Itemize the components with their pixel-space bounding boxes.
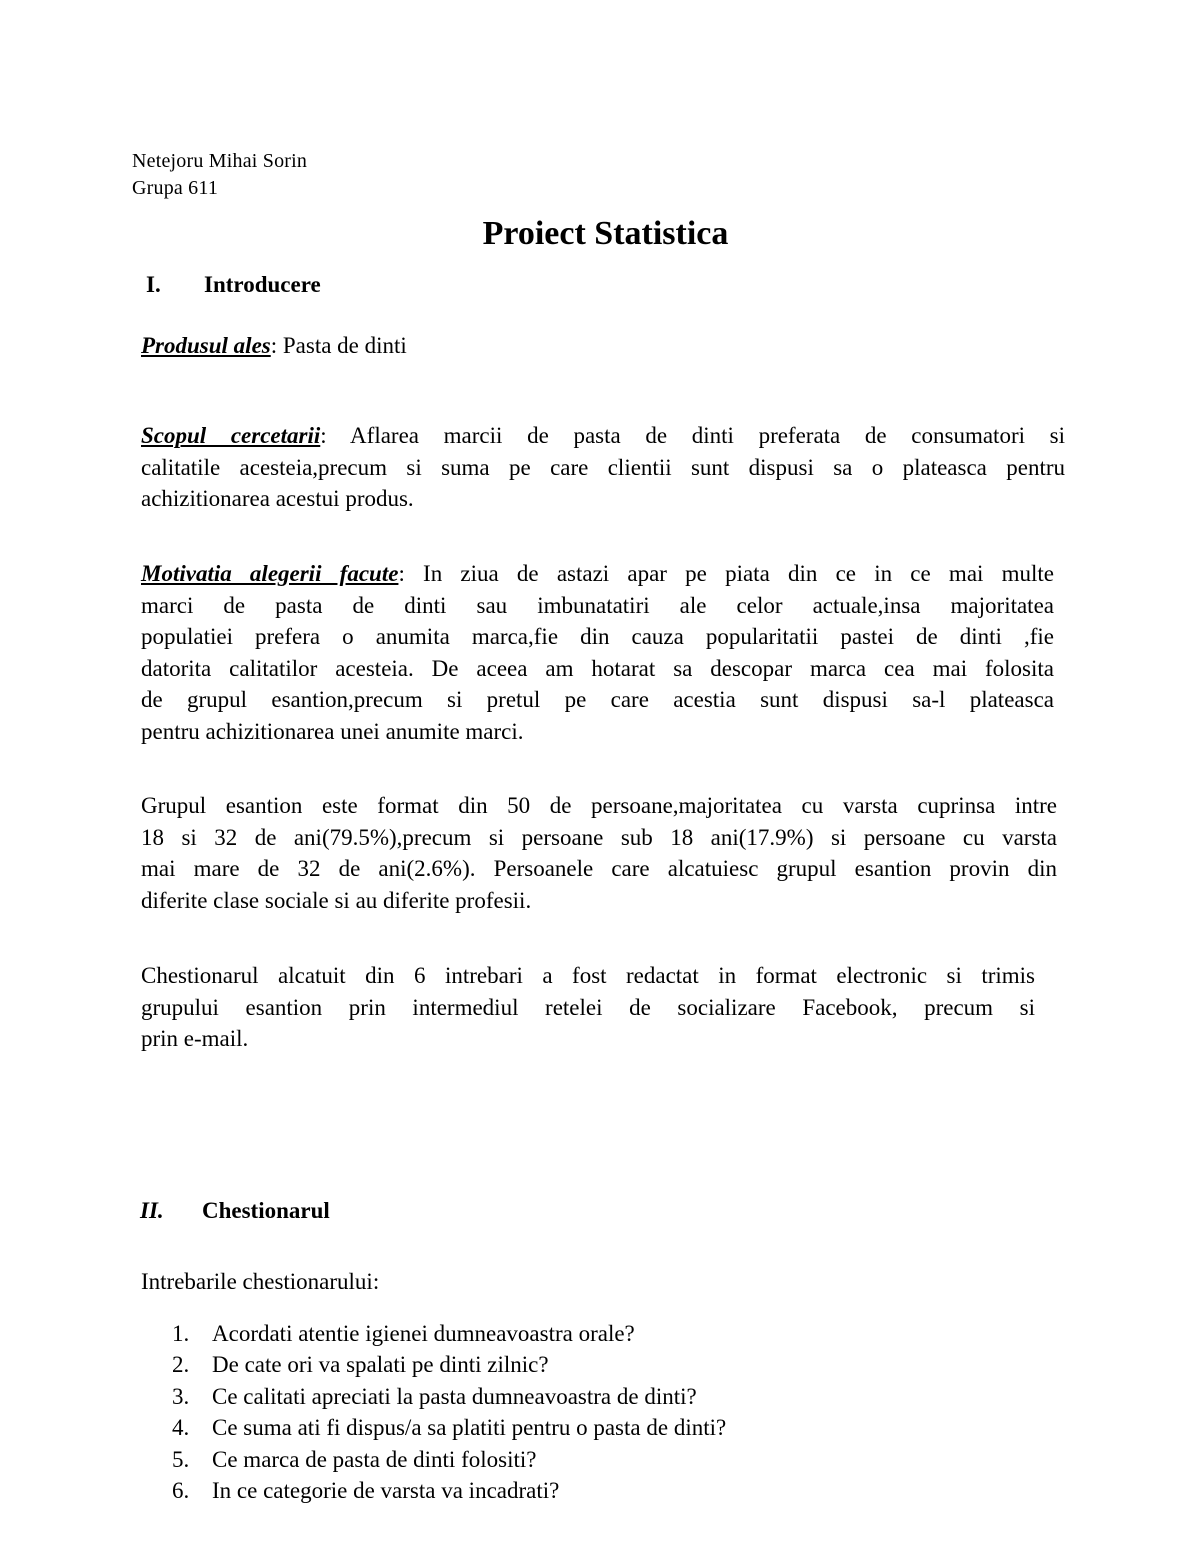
- scope-label: Scopul cercetarii: [141, 423, 321, 448]
- list-item: [172, 1318, 726, 1349]
- questions-list: [172, 1318, 726, 1506]
- question-number: 3.: [172, 1383, 190, 1409]
- list-item: [172, 1381, 726, 1412]
- motivation-line: de grupul esantion,precum si pretul pe care acestia sunt dispusi sa-l plateasca: [141, 687, 1054, 712]
- product-paragraph: [141, 330, 1059, 362]
- sample-paragraph: [141, 790, 1057, 916]
- section-title: Chestionarul: [202, 1198, 330, 1223]
- question-number: 2.: [172, 1352, 190, 1378]
- questionnaire-line: prin e-mail.: [141, 1026, 249, 1051]
- scope-line: achizitionarea acestui produs.: [141, 486, 414, 511]
- motivation-line: marci de pasta de dinti sau imbunatatiri ale celor actuale,insa majoritatea: [141, 592, 1054, 618]
- section-number: I.: [146, 272, 161, 297]
- sample-line: 18 si 32 de ani(79.5%),precum si persoane sub 18 ani(17.9%) si persoane cu varsta: [141, 824, 1057, 850]
- question-text: Ce suma ati fi dispus/a sa platiti pentru o pasta de dinti?: [212, 1415, 727, 1441]
- motivation-line: populatiei prefera o anumita marca,fie din cauza popularitatii pastei de dinti ,fie: [141, 624, 1054, 649]
- list-item: [172, 1444, 726, 1475]
- section-heading-introducere: [146, 270, 321, 300]
- author-name: Netejoru Mihai Sorin: [132, 150, 308, 172]
- questions-intro: Intrebarile chestionarului:: [141, 1269, 380, 1294]
- list-item: [172, 1475, 726, 1506]
- question-number: 4.: [172, 1415, 190, 1441]
- product-text: : Pasta de dinti: [270, 333, 407, 358]
- question-text: In ce categorie de varsta va incadrati?: [212, 1478, 560, 1504]
- question-number: 5.: [172, 1446, 190, 1472]
- sample-line: Grupul esantion este format din 50 de persoane,majoritatea cu varsta cuprinsa intre: [141, 793, 1057, 818]
- question-number: 1.: [172, 1321, 190, 1346]
- question-text: De cate ori va spalati pe dinti zilnic?: [212, 1352, 549, 1378]
- scope-line: calitatile acesteia,precum si suma pe care clientii sunt dispusi sa o plateasca pentru: [141, 454, 1065, 480]
- author-group: Grupa 611: [132, 177, 219, 199]
- question-text: Ce marca de pasta de dinti folositi?: [212, 1446, 537, 1472]
- scope-line: Scopul cercetarii: Aflarea marcii de pasta de dinti preferata de consumatori si: [141, 423, 1066, 448]
- question-text: Acordati atentie igienei dumneavoastra orale?: [212, 1321, 635, 1346]
- motivation-line: Motivatia alegerii facute: In ziua de astazi apar pe piata din ce in ce mai multe: [141, 561, 1055, 586]
- question-number: 6.: [172, 1478, 190, 1504]
- motivation-line: pentru achizitionarea unei anumite marci.: [141, 718, 524, 744]
- questionnaire-paragraph: [141, 960, 1035, 1055]
- questionnaire-line: Chestionarul alcatuit din 6 intrebari a fost redactat in format electronic si trimis: [141, 963, 1035, 988]
- questionnaire-line: grupului esantion prin intermediul retelei de socializare Facebook, precum si: [141, 994, 1035, 1020]
- sample-line: mai mare de 32 de ani(2.6%). Persoanele care alcatuiesc grupul esantion provin din: [141, 856, 1057, 881]
- motivation-label: Motivatia alegerii facute: [141, 561, 399, 586]
- question-text: Ce calitati apreciati la pasta dumneavoastra de dinti?: [212, 1383, 697, 1409]
- section-heading-chestionarul: [140, 1196, 330, 1226]
- list-item: [172, 1349, 726, 1380]
- author-block: [132, 148, 307, 202]
- list-item: [172, 1412, 726, 1443]
- motivation-paragraph: [141, 558, 1054, 747]
- section-title: Introducere: [204, 272, 321, 297]
- product-label: Produsul ales: [141, 333, 271, 358]
- document-title: Proiect Statistica: [482, 215, 729, 252]
- sample-line: diferite clase sociale si au diferite profesii.: [141, 887, 532, 913]
- scope-paragraph: [141, 420, 1065, 515]
- section-number: II.: [140, 1198, 164, 1223]
- motivation-line: datorita calitatilor acesteia. De aceea am hotarat sa descopar marca cea mai folosita: [141, 655, 1054, 681]
